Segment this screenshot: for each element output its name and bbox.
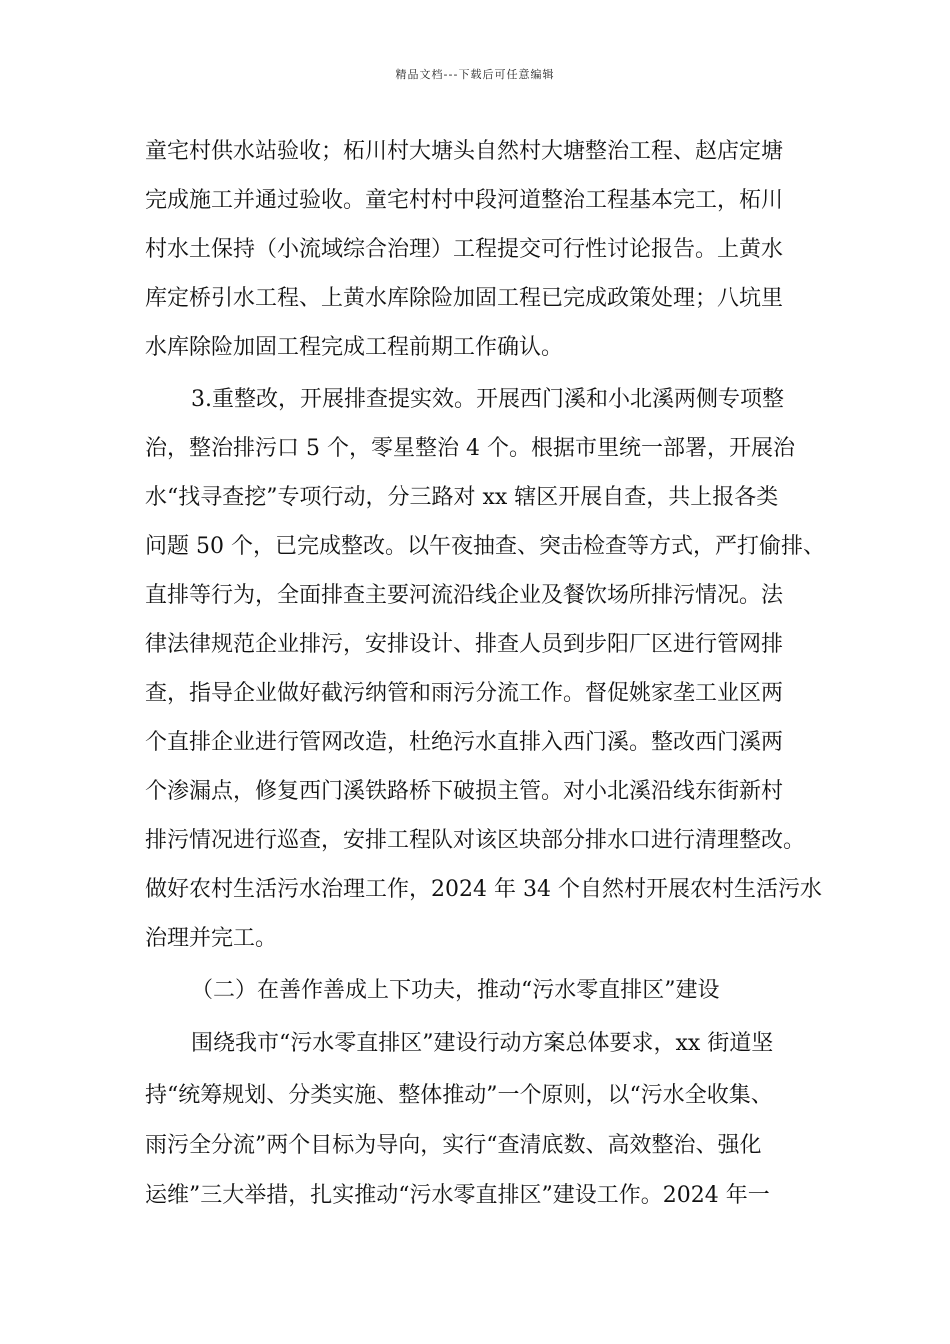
body-line: 水库除险加固工程完成工程前期工作确认。 xyxy=(145,335,564,360)
body-line: 直排等行为，全面排查主要河流沿线企业及餐饮场所排污情况。法 xyxy=(145,583,784,608)
body-line: 持“统筹规划、分类实施、整体推动”一个原则，以“污水全收集、 xyxy=(145,1083,773,1108)
section-heading-3: 3.重整改，开展排查提实效。开展西门溪和小北溪两侧专项整 xyxy=(191,387,784,412)
body-line: 个渗漏点，修复西门溪铁路桥下破损主管。对小北溪沿线东街新村 xyxy=(145,779,784,804)
body-line: 村水土保持（小流域综合治理）工程提交可行性讨论报告。上黄水 xyxy=(145,237,784,262)
body-line: 雨污全分流”两个目标为导向，实行“查清底数、高效整治、强化 xyxy=(145,1133,762,1158)
body-line: 做好农村生活污水治理工作，2024 年 34 个自然村开展农村生活污水 xyxy=(145,877,822,902)
body-line: 运维”三大举措，扎实推动“污水零直排区”建设工作。2024 年一 xyxy=(145,1183,770,1208)
section-heading-2: （二）在善作善成上下功夫，推动“污水零直排区”建设 xyxy=(191,978,720,1003)
body-line: 治，整治排污口 5 个，零星整治 4 个。根据市里统一部署，开展治 xyxy=(145,436,795,461)
body-line: 问题 50 个，已完成整改。以午夜抽查、突击检查等方式，严打偷排、 xyxy=(145,534,825,559)
body-line: 童宅村供水站验收；柘川村大塘头自然村大塘整治工程、赵店定塘 xyxy=(145,139,784,164)
body-line: 治理并完工。 xyxy=(145,926,278,951)
body-line: 库定桥引水工程、上黄水库除险加固工程已完成政策处理；八坑里 xyxy=(145,286,784,311)
body-line: 查，指导企业做好截污纳管和雨污分流工作。督促姚家垄工业区两 xyxy=(145,681,784,706)
body-line: 水“找寻查挖”专项行动，分三路对 xx 辖区开展自查，共上报各类 xyxy=(145,485,779,510)
body-line: 排污情况进行巡查，安排工程队对该区块部分排水口进行清理整改。 xyxy=(145,828,806,853)
body-line: 律法律规范企业排污，安排设计、排查人员到步阳厂区进行管网排 xyxy=(145,632,784,657)
body-line: 个直排企业进行管网改造，杜绝污水直排入西门溪。整改西门溪两 xyxy=(145,730,784,755)
page-header: 精品文档---下载后可任意编辑 xyxy=(395,68,555,81)
body-line: 完成施工并通过验收。童宅村村中段河道整治工程基本完工，柘川 xyxy=(145,188,784,213)
body-line: 围绕我市“污水零直排区”建设行动方案总体要求，xx 街道坚 xyxy=(191,1031,774,1056)
